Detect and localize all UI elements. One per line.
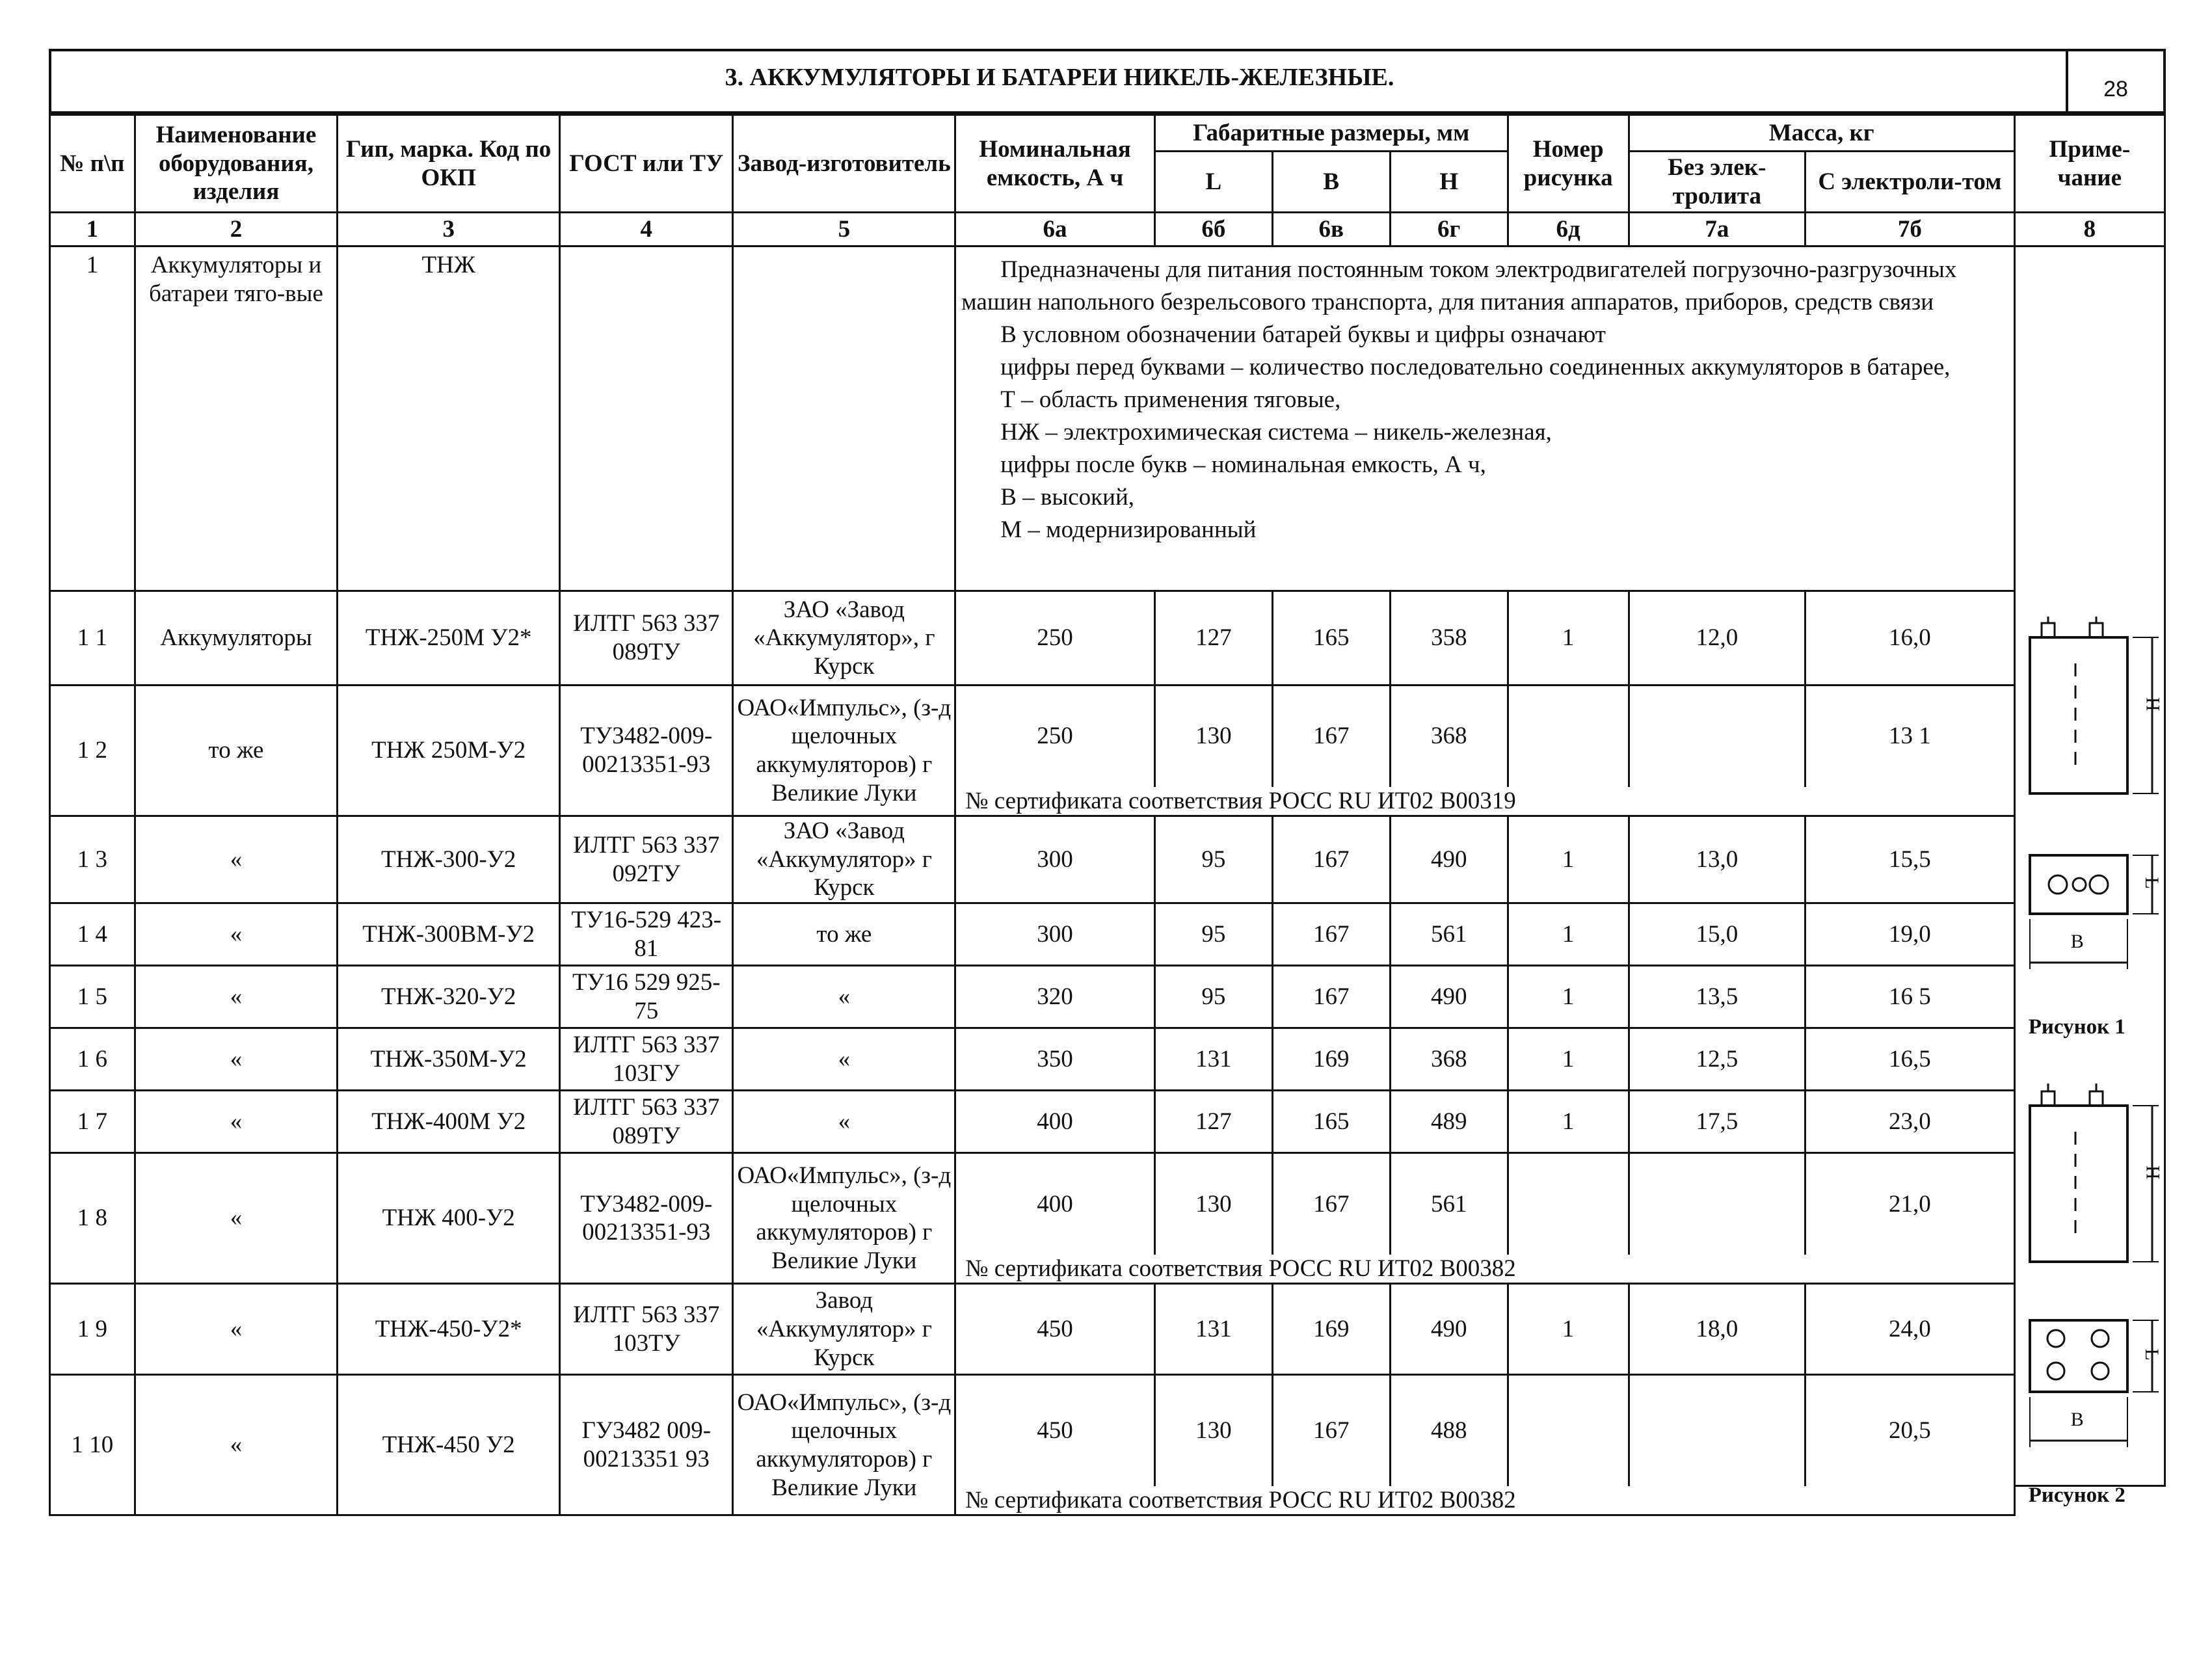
header-mass-dry: Без элек-тролита (1629, 152, 1805, 213)
table-row (50, 966, 2165, 1028)
row-name: Аккумуляторы (135, 591, 338, 686)
title-bar (49, 49, 2166, 114)
row-dim-H: 490 (1390, 966, 1508, 1028)
row-gost: ИЛТГ 563 337 092ТУ (560, 816, 733, 903)
table-row (50, 686, 2165, 787)
row-gost: ТУ16 529 925-75 (560, 966, 733, 1028)
row-capacity: 320 (955, 966, 1155, 1028)
row-gost: ИЛТГ 563 337 089ТУ (560, 591, 733, 686)
row-name: « (135, 1284, 338, 1375)
row-dim-H: 561 (1390, 1153, 1508, 1255)
row-figure: 1 (1508, 966, 1629, 1028)
figure-1-front-view (2022, 611, 2172, 806)
col-number: 4 (560, 213, 733, 246)
description-line: цифры после букв – номинальная емкость, А ч, (1000, 451, 1486, 478)
row-name: « (135, 1153, 338, 1284)
row-mass-wet: 13 1 (1806, 686, 2015, 787)
group-num: 1 (50, 246, 135, 591)
table-row (50, 1284, 2165, 1375)
header-type: Гип, марка. Код по ОКП (338, 115, 560, 213)
note-column (2014, 246, 2165, 1507)
row-dim-B: 167 (1272, 686, 1390, 787)
row-mass-dry: 12,5 (1629, 1028, 1805, 1091)
header-dims: Габаритные размеры, мм (1154, 115, 1508, 152)
row-type: ТНЖ 400-У2 (338, 1153, 560, 1284)
header-L: L (1154, 152, 1272, 213)
row-dim-H: 490 (1390, 1284, 1508, 1375)
row-figure: 1 (1508, 816, 1629, 903)
row-dim-H: 488 (1390, 1375, 1508, 1486)
row-capacity: 250 (955, 686, 1155, 787)
figure-2-front-view (2022, 1080, 2172, 1275)
description-line: Предназначены для питания постоянным током электродвигателей погрузочно-разгрузочных машин напольного безрельсового транспорта, для питания аппаратов, приборов, средств связи (961, 256, 1957, 315)
figure-1-label-B: B (2070, 931, 2084, 952)
row-dim-B: 165 (1272, 591, 1390, 686)
row-mass-dry (1629, 686, 1805, 787)
row-mass-dry (1629, 1153, 1805, 1255)
row-dim-B: 167 (1272, 966, 1390, 1028)
row-plant: ОАО«Импульс», (з-д щелочных аккумуляторов) г Великие Луки (733, 1375, 955, 1515)
row-num: 1 10 (50, 1375, 135, 1515)
col-number: 7а (1629, 213, 1805, 246)
row-figure (1508, 1375, 1629, 1486)
certificate-text: № сертификата соответствия РОСС RU ИТ02 В00319 (955, 787, 2014, 816)
row-dim-L: 95 (1154, 966, 1272, 1028)
row-num: 1 8 (50, 1153, 135, 1284)
row-name: « (135, 1091, 338, 1153)
section-title: 3. АККУМУЛЯТОРЫ И БАТАРЕИ НИКЕЛЬ-ЖЕЛЕЗНЫЕ. (725, 64, 1394, 91)
row-name: « (135, 1028, 338, 1091)
row-gost: ИЛТГ 563 337 103ГУ (560, 1028, 733, 1091)
row-gost: ТУ16-529 423-81 (560, 903, 733, 966)
col-number: 6а (955, 213, 1155, 246)
figure-2-label-H: H (2142, 1165, 2164, 1180)
row-plant: ЗАО «Завод «Аккумулятор», г Курск (733, 591, 955, 686)
table-row (50, 1091, 2165, 1153)
figure-2-caption: Рисунок 2 (2028, 1484, 2125, 1507)
row-mass-wet: 16,5 (1806, 1028, 2015, 1091)
row-plant: то же (733, 903, 955, 966)
row-mass-wet: 21,0 (1806, 1153, 2015, 1255)
row-capacity: 300 (955, 816, 1155, 903)
row-dim-H: 368 (1390, 1028, 1508, 1091)
table-row (50, 1153, 2165, 1255)
row-num: 1 7 (50, 1091, 135, 1153)
header-mass: Масса, кг (1629, 115, 2014, 152)
row-type: ТНЖ 250М-У2 (338, 686, 560, 816)
description-line: Т – область применения тяговые, (1000, 386, 1341, 413)
row-plant: ЗАО «Завод «Аккумулятор» г Курск (733, 816, 955, 903)
col-number: 2 (135, 213, 338, 246)
row-dim-H: 490 (1390, 816, 1508, 903)
row-num: 1 6 (50, 1028, 135, 1091)
row-mass-wet: 16,0 (1806, 591, 2015, 686)
header-name: Наименование оборудования, изделия (135, 115, 338, 213)
row-num: 1 3 (50, 816, 135, 903)
row-type: ТНЖ-450 У2 (338, 1375, 560, 1515)
figure-1-top-view (2022, 849, 2172, 979)
row-num: 1 4 (50, 903, 135, 966)
row-name: « (135, 816, 338, 903)
row-type: ТНЖ-350М-У2 (338, 1028, 560, 1091)
row-figure (1508, 1153, 1629, 1255)
row-dim-B: 169 (1272, 1028, 1390, 1091)
header-capacity: Номинальная емкость, А ч (955, 115, 1155, 213)
col-number: 7б (1806, 213, 2015, 246)
row-gost: ГУ3482 009-00213351 93 (560, 1375, 733, 1515)
col-number: 1 (50, 213, 135, 246)
figure-1-label-L: L (2140, 877, 2163, 889)
row-capacity: 300 (955, 903, 1155, 966)
col-number: 8 (2014, 213, 2165, 246)
description-line: В – высокий, (1000, 483, 1135, 511)
row-mass-wet: 19,0 (1806, 903, 2015, 966)
row-gost: ИЛТГ 563 337 089ТУ (560, 1091, 733, 1153)
group-type: ТНЖ (338, 246, 560, 591)
row-type: ТНЖ-300-У2 (338, 816, 560, 903)
row-mass-wet: 15,5 (1806, 816, 2015, 903)
table-row (50, 903, 2165, 966)
page-number: 28 (2066, 51, 2163, 111)
col-number: 6в (1272, 213, 1390, 246)
col-number: 3 (338, 213, 560, 246)
row-dim-B: 167 (1272, 816, 1390, 903)
table-row (50, 1028, 2165, 1091)
row-mass-dry: 12,0 (1629, 591, 1805, 686)
row-name: « (135, 966, 338, 1028)
row-figure: 1 (1508, 1028, 1629, 1091)
header-num: № п\п (50, 115, 135, 213)
row-num: 1 2 (50, 686, 135, 816)
row-mass-dry (1629, 1375, 1805, 1486)
row-type: ТНЖ-400М У2 (338, 1091, 560, 1153)
row-plant: « (733, 1028, 955, 1091)
row-plant: Завод «Аккумулятор» г Курск (733, 1284, 955, 1375)
row-mass-dry: 13,0 (1629, 816, 1805, 903)
row-dim-H: 561 (1390, 903, 1508, 966)
row-dim-B: 167 (1272, 1375, 1390, 1486)
row-capacity: 400 (955, 1091, 1155, 1153)
group-gost (560, 246, 733, 591)
table-row (50, 591, 2165, 686)
row-type: ТНЖ-450-У2* (338, 1284, 560, 1375)
description-line: В условном обозначении батарей буквы и цифры означают (1000, 321, 1606, 348)
group-row (50, 246, 2165, 591)
row-dim-L: 95 (1154, 816, 1272, 903)
row-dim-L: 127 (1154, 591, 1272, 686)
row-type: ТНЖ-250М У2* (338, 591, 560, 686)
row-plant: ОАО«Импульс», (з-д щелочных аккумуляторов) г Великие Луки (733, 1153, 955, 1284)
row-num: 1 9 (50, 1284, 135, 1375)
group-name: Аккумуляторы и батареи тяго-вые (135, 246, 338, 591)
col-number: 6б (1154, 213, 1272, 246)
row-figure (1508, 686, 1629, 787)
row-figure: 1 (1508, 903, 1629, 966)
row-gost: ИЛТГ 563 337 103ТУ (560, 1284, 733, 1375)
row-dim-B: 169 (1272, 1284, 1390, 1375)
row-capacity: 450 (955, 1375, 1155, 1486)
row-figure: 1 (1508, 1284, 1629, 1375)
description-line: цифры перед буквами – количество последовательно соединенных аккумуляторов в батарее, (1000, 353, 1951, 380)
row-figure: 1 (1508, 1091, 1629, 1153)
column-number-row (50, 213, 2165, 246)
row-mass-dry: 13,5 (1629, 966, 1805, 1028)
row-dim-B: 165 (1272, 1091, 1390, 1153)
table-row (50, 1375, 2165, 1486)
header-gost: ГОСТ или ТУ (560, 115, 733, 213)
row-name: то же (135, 686, 338, 816)
certificate-text: № сертификата соответствия РОСС RU ИТ02 В00382 (955, 1255, 2014, 1284)
row-plant: ОАО«Импульс», (з-д щелочных аккумуляторов) г Великие Луки (733, 686, 955, 816)
col-number: 5 (733, 213, 955, 246)
row-dim-L: 130 (1154, 686, 1272, 787)
row-mass-dry: 18,0 (1629, 1284, 1805, 1375)
header-figure: Номер рисунка (1508, 115, 1629, 213)
table-row (50, 816, 2165, 903)
description-line: НЖ – электрохимическая система – никель-железная, (1000, 418, 1552, 446)
figure-1-label-H: H (2142, 697, 2164, 712)
row-dim-L: 130 (1154, 1153, 1272, 1255)
row-capacity: 400 (955, 1153, 1155, 1255)
row-mass-wet: 24,0 (1806, 1284, 2015, 1375)
row-mass-dry: 15,0 (1629, 903, 1805, 966)
row-plant: « (733, 966, 955, 1028)
row-capacity: 350 (955, 1028, 1155, 1091)
row-capacity: 250 (955, 591, 1155, 686)
row-dim-L: 95 (1154, 903, 1272, 966)
row-dim-L: 130 (1154, 1375, 1272, 1486)
row-capacity: 450 (955, 1284, 1155, 1375)
row-gost: ТУ3482-009-00213351-93 (560, 686, 733, 816)
header-mass-wet: С электроли-том (1806, 152, 2015, 213)
row-plant: « (733, 1091, 955, 1153)
header-B: B (1272, 152, 1390, 213)
row-dim-L: 127 (1154, 1091, 1272, 1153)
row-mass-wet: 20,5 (1806, 1375, 2015, 1486)
figure-2-label-L: L (2140, 1348, 2163, 1361)
group-description (955, 246, 2014, 591)
col-number: 6д (1508, 213, 1629, 246)
row-figure: 1 (1508, 591, 1629, 686)
row-dim-H: 489 (1390, 1091, 1508, 1153)
row-type: ТНЖ-300ВМ-У2 (338, 903, 560, 966)
row-dim-B: 167 (1272, 903, 1390, 966)
row-mass-wet: 23,0 (1806, 1091, 2015, 1153)
row-name: « (135, 903, 338, 966)
figure-2-top-view (2022, 1314, 2172, 1450)
description-line: М – модернизированный (1000, 516, 1257, 543)
row-dim-L: 131 (1154, 1284, 1272, 1375)
row-mass-dry: 17,5 (1629, 1091, 1805, 1153)
col-number: 6г (1390, 213, 1508, 246)
specs-table (49, 114, 2166, 1516)
row-mass-wet: 16 5 (1806, 966, 2015, 1028)
row-num: 1 5 (50, 966, 135, 1028)
row-name: « (135, 1375, 338, 1515)
row-dim-L: 131 (1154, 1028, 1272, 1091)
row-dim-H: 368 (1390, 686, 1508, 787)
row-dim-B: 167 (1272, 1153, 1390, 1255)
header-note: Приме-чание (2014, 115, 2165, 213)
row-gost: ТУ3482-009-00213351-93 (560, 1153, 733, 1284)
figure-2-label-B: B (2070, 1409, 2084, 1430)
certificate-text: № сертификата соответствия РОСС RU ИТ02 В00382 (955, 1486, 2014, 1515)
row-type: ТНЖ-320-У2 (338, 966, 560, 1028)
figure-1-caption: Рисунок 1 (2028, 1015, 2125, 1039)
row-dim-H: 358 (1390, 591, 1508, 686)
group-plant (733, 246, 955, 591)
row-num: 1 1 (50, 591, 135, 686)
header-H: H (1390, 152, 1508, 213)
header-plant: Завод-изготовитель (733, 115, 955, 213)
